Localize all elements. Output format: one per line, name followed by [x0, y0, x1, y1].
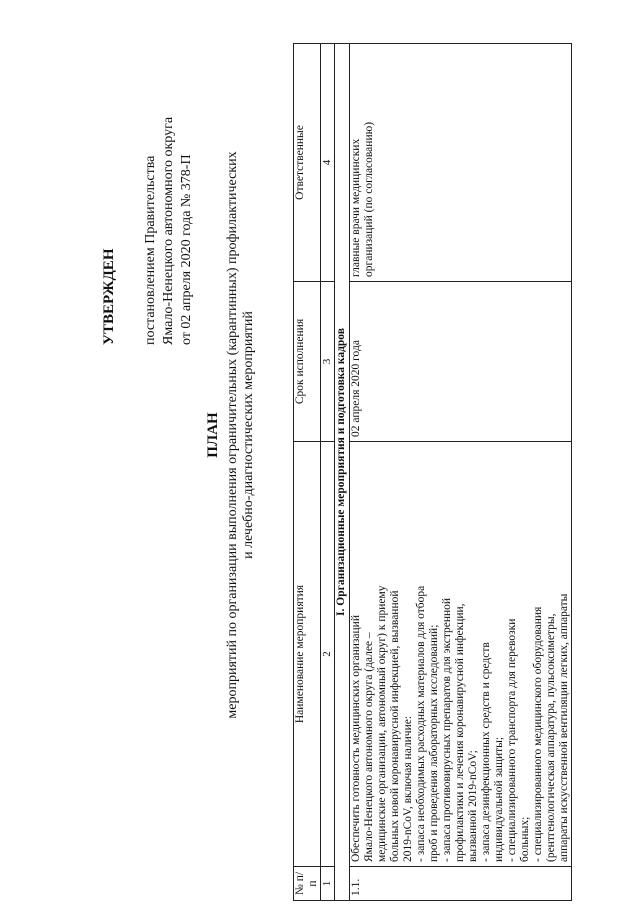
- section-row: [335, 44, 350, 901]
- approval-line: постановлением Правительства: [143, 155, 158, 345]
- activity-line: больных новой коронавирусной инфекцией, вызванной: [389, 590, 401, 862]
- header-cell-deadline: Срок исполнения: [294, 282, 321, 442]
- row-number: 1.1.: [350, 867, 572, 901]
- header-cell-number: № п/п: [294, 867, 321, 901]
- header-cell-activity: Наименование мероприятия: [294, 442, 321, 867]
- table-header-row: [294, 44, 321, 901]
- column-number: 2: [321, 442, 335, 867]
- activity-line: - запаса противовирусных препаратов для экстренной: [441, 597, 453, 862]
- approval-line: Ямало-Ненецкого автономного округа: [161, 116, 176, 345]
- activity-line: Ямало-Ненецкого автономного округа (далее –: [363, 632, 375, 862]
- approval-line: от 02 апреля 2020 года № 378-П: [179, 154, 194, 345]
- approval-block: [100, 45, 196, 345]
- column-number: 1: [321, 867, 335, 901]
- table-row: [350, 44, 572, 901]
- approval-heading: УТВЕРЖДЕН: [101, 248, 117, 345]
- header-cell-responsible: Ответственные: [294, 44, 321, 282]
- activity-line: медицинские организации, автономный округ) к приему: [376, 585, 388, 862]
- column-number: 3: [321, 282, 335, 442]
- activity-line: индивидуальной защиты;: [493, 736, 505, 862]
- responsible-line: главные врачи медицинских: [350, 138, 362, 277]
- activity-line: - запаса необходимых расходных материалов для отбора: [415, 585, 427, 862]
- activity-line: больных;: [519, 816, 531, 862]
- activity-line: (рентгенологическая аппаратура, пульсоксиметры,: [545, 613, 557, 862]
- responsible-line: организаций (по согласованию): [363, 121, 375, 277]
- activity-line: профилактики и лечения коронавирусной инфекции,: [454, 603, 466, 862]
- plan-table: [293, 43, 572, 901]
- activity-line: - специализированного медицинского оборудования: [532, 606, 544, 862]
- column-number: 4: [321, 44, 335, 282]
- plan-title-block: [205, 85, 257, 785]
- row-activity: [350, 442, 572, 867]
- activity-line: проб и проведения лабораторных исследований;: [428, 624, 440, 862]
- plan-subtitle-line: и лечебно-диагностических мероприятий: [241, 311, 256, 559]
- activity-line: - специализированного транспорта для перевозки: [506, 618, 518, 862]
- row-responsible: [350, 44, 572, 282]
- activity-line: аппараты искусственной вентиляции легких, аппараты: [558, 593, 570, 862]
- plan-title: ПЛАН: [205, 412, 221, 458]
- section-heading: I. Организационные мероприятия и подготовка кадров: [335, 44, 350, 901]
- plan-subtitle-line: мероприятий по организации выполнения ограничительных (карантинных) профилактических: [225, 151, 240, 719]
- column-number-row: [321, 44, 335, 901]
- row-deadline: 02 апреля 2020 года: [350, 282, 572, 442]
- activity-line: вызванной 2019-nCoV;: [467, 750, 479, 862]
- activity-line: 2019-nCoV, включая наличие:: [402, 715, 414, 862]
- activity-line: - запаса дезинфекционных средств и средств: [480, 642, 492, 862]
- activity-line: Обеспечить готовность медицинских организаций: [350, 615, 362, 862]
